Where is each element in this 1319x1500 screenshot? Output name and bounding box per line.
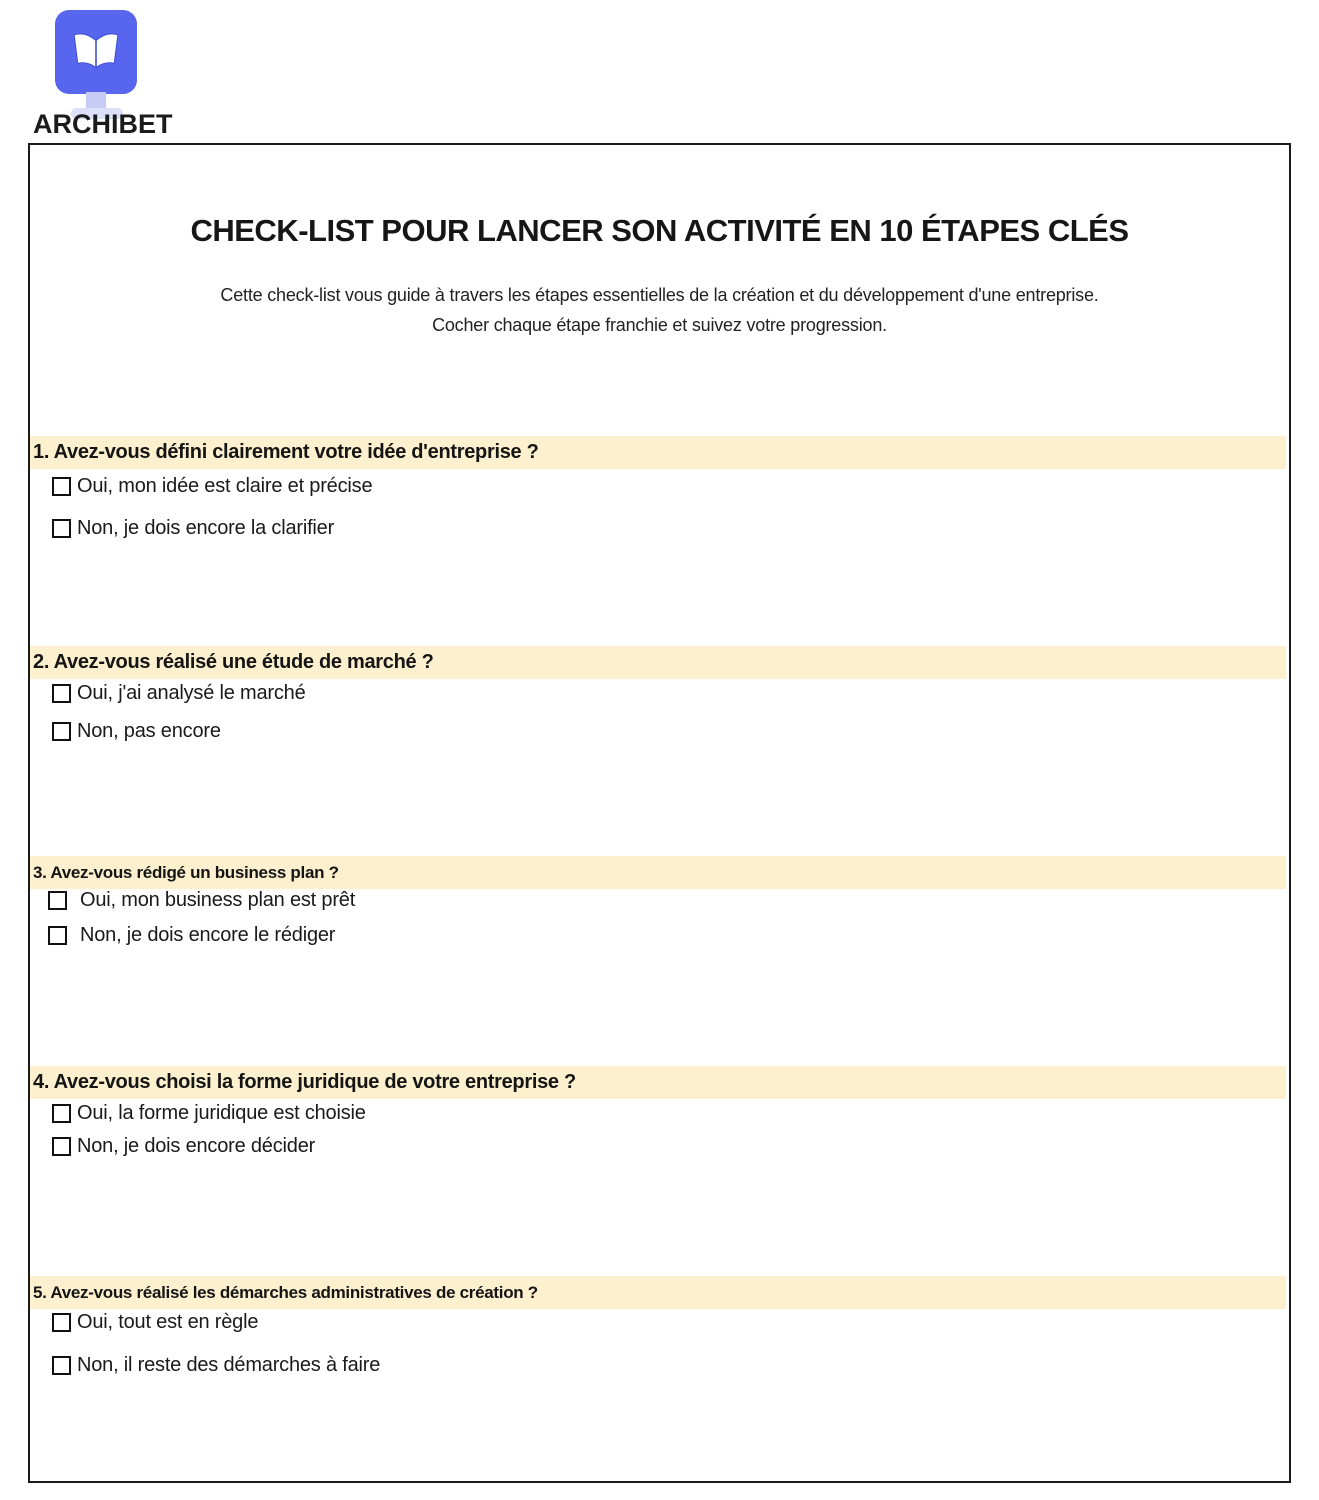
option-label: Oui, mon business plan est prêt (80, 889, 356, 911)
option-label: Non, pas encore (77, 720, 221, 742)
page-title: CHECK-LIST POUR LANCER SON ACTIVITÉ EN 10 ÉTAPES CLÉS (190, 213, 1129, 248)
option-label: Oui, la forme juridique est choisie (77, 1102, 366, 1124)
monitor-icon (55, 10, 137, 94)
option-label: Non, je dois encore le rédiger (80, 924, 336, 946)
question-4-band (30, 1066, 1286, 1099)
option-row (52, 682, 306, 705)
checkbox[interactable] (48, 891, 67, 910)
checkbox[interactable] (52, 1104, 71, 1123)
page-subtitle-line2: Cocher chaque étape franchie et suivez votre progression. (432, 315, 887, 335)
question-1-band (30, 436, 1286, 469)
option-label: Non, il reste des démarches à faire (77, 1354, 381, 1376)
page-subtitle-line1: Cette check-list vous guide à travers les étapes essentielles de la création et du développement d'une entreprise. (220, 285, 1099, 305)
option-row (52, 720, 221, 743)
question-3-title: 3. Avez-vous rédigé un business plan ? (33, 862, 339, 882)
checkbox[interactable] (48, 926, 67, 945)
question-4-title: 4. Avez-vous choisi la forme juridique de votre entreprise ? (33, 1071, 576, 1093)
question-2-band (30, 646, 1286, 679)
question-3-band (30, 856, 1286, 889)
question-5-title: 5. Avez-vous réalisé les démarches administratives de création ? (33, 1282, 538, 1302)
option-row (52, 1311, 258, 1334)
open-book-icon (71, 31, 121, 73)
checkbox[interactable] (52, 477, 71, 496)
option-row (52, 475, 372, 498)
option-label: Oui, tout est en règle (77, 1311, 259, 1333)
question-1-title: 1. Avez-vous défini clairement votre idée d'entreprise ? (33, 441, 539, 463)
option-label: Oui, j'ai analysé le marché (77, 682, 306, 704)
option-row (48, 889, 355, 912)
checkbox[interactable] (52, 722, 71, 741)
option-label: Non, je dois encore la clarifier (77, 517, 335, 539)
brand-logo (33, 8, 213, 143)
option-row (52, 1354, 380, 1377)
option-row (52, 1135, 315, 1158)
checkbox[interactable] (52, 1137, 71, 1156)
option-row (52, 1102, 366, 1125)
question-5-band (30, 1276, 1286, 1309)
brand-name: ARCHIBET (33, 109, 173, 139)
checkbox[interactable] (52, 1356, 71, 1375)
option-label: Non, je dois encore décider (77, 1135, 316, 1157)
checkbox[interactable] (52, 684, 71, 703)
checkbox[interactable] (52, 1313, 71, 1332)
option-row (48, 924, 335, 947)
checkbox[interactable] (52, 519, 71, 538)
option-row (52, 517, 334, 540)
document-frame (28, 143, 1291, 1483)
question-2-title: 2. Avez-vous réalisé une étude de marché ? (33, 651, 434, 673)
option-label: Oui, mon idée est claire et précise (77, 475, 373, 497)
